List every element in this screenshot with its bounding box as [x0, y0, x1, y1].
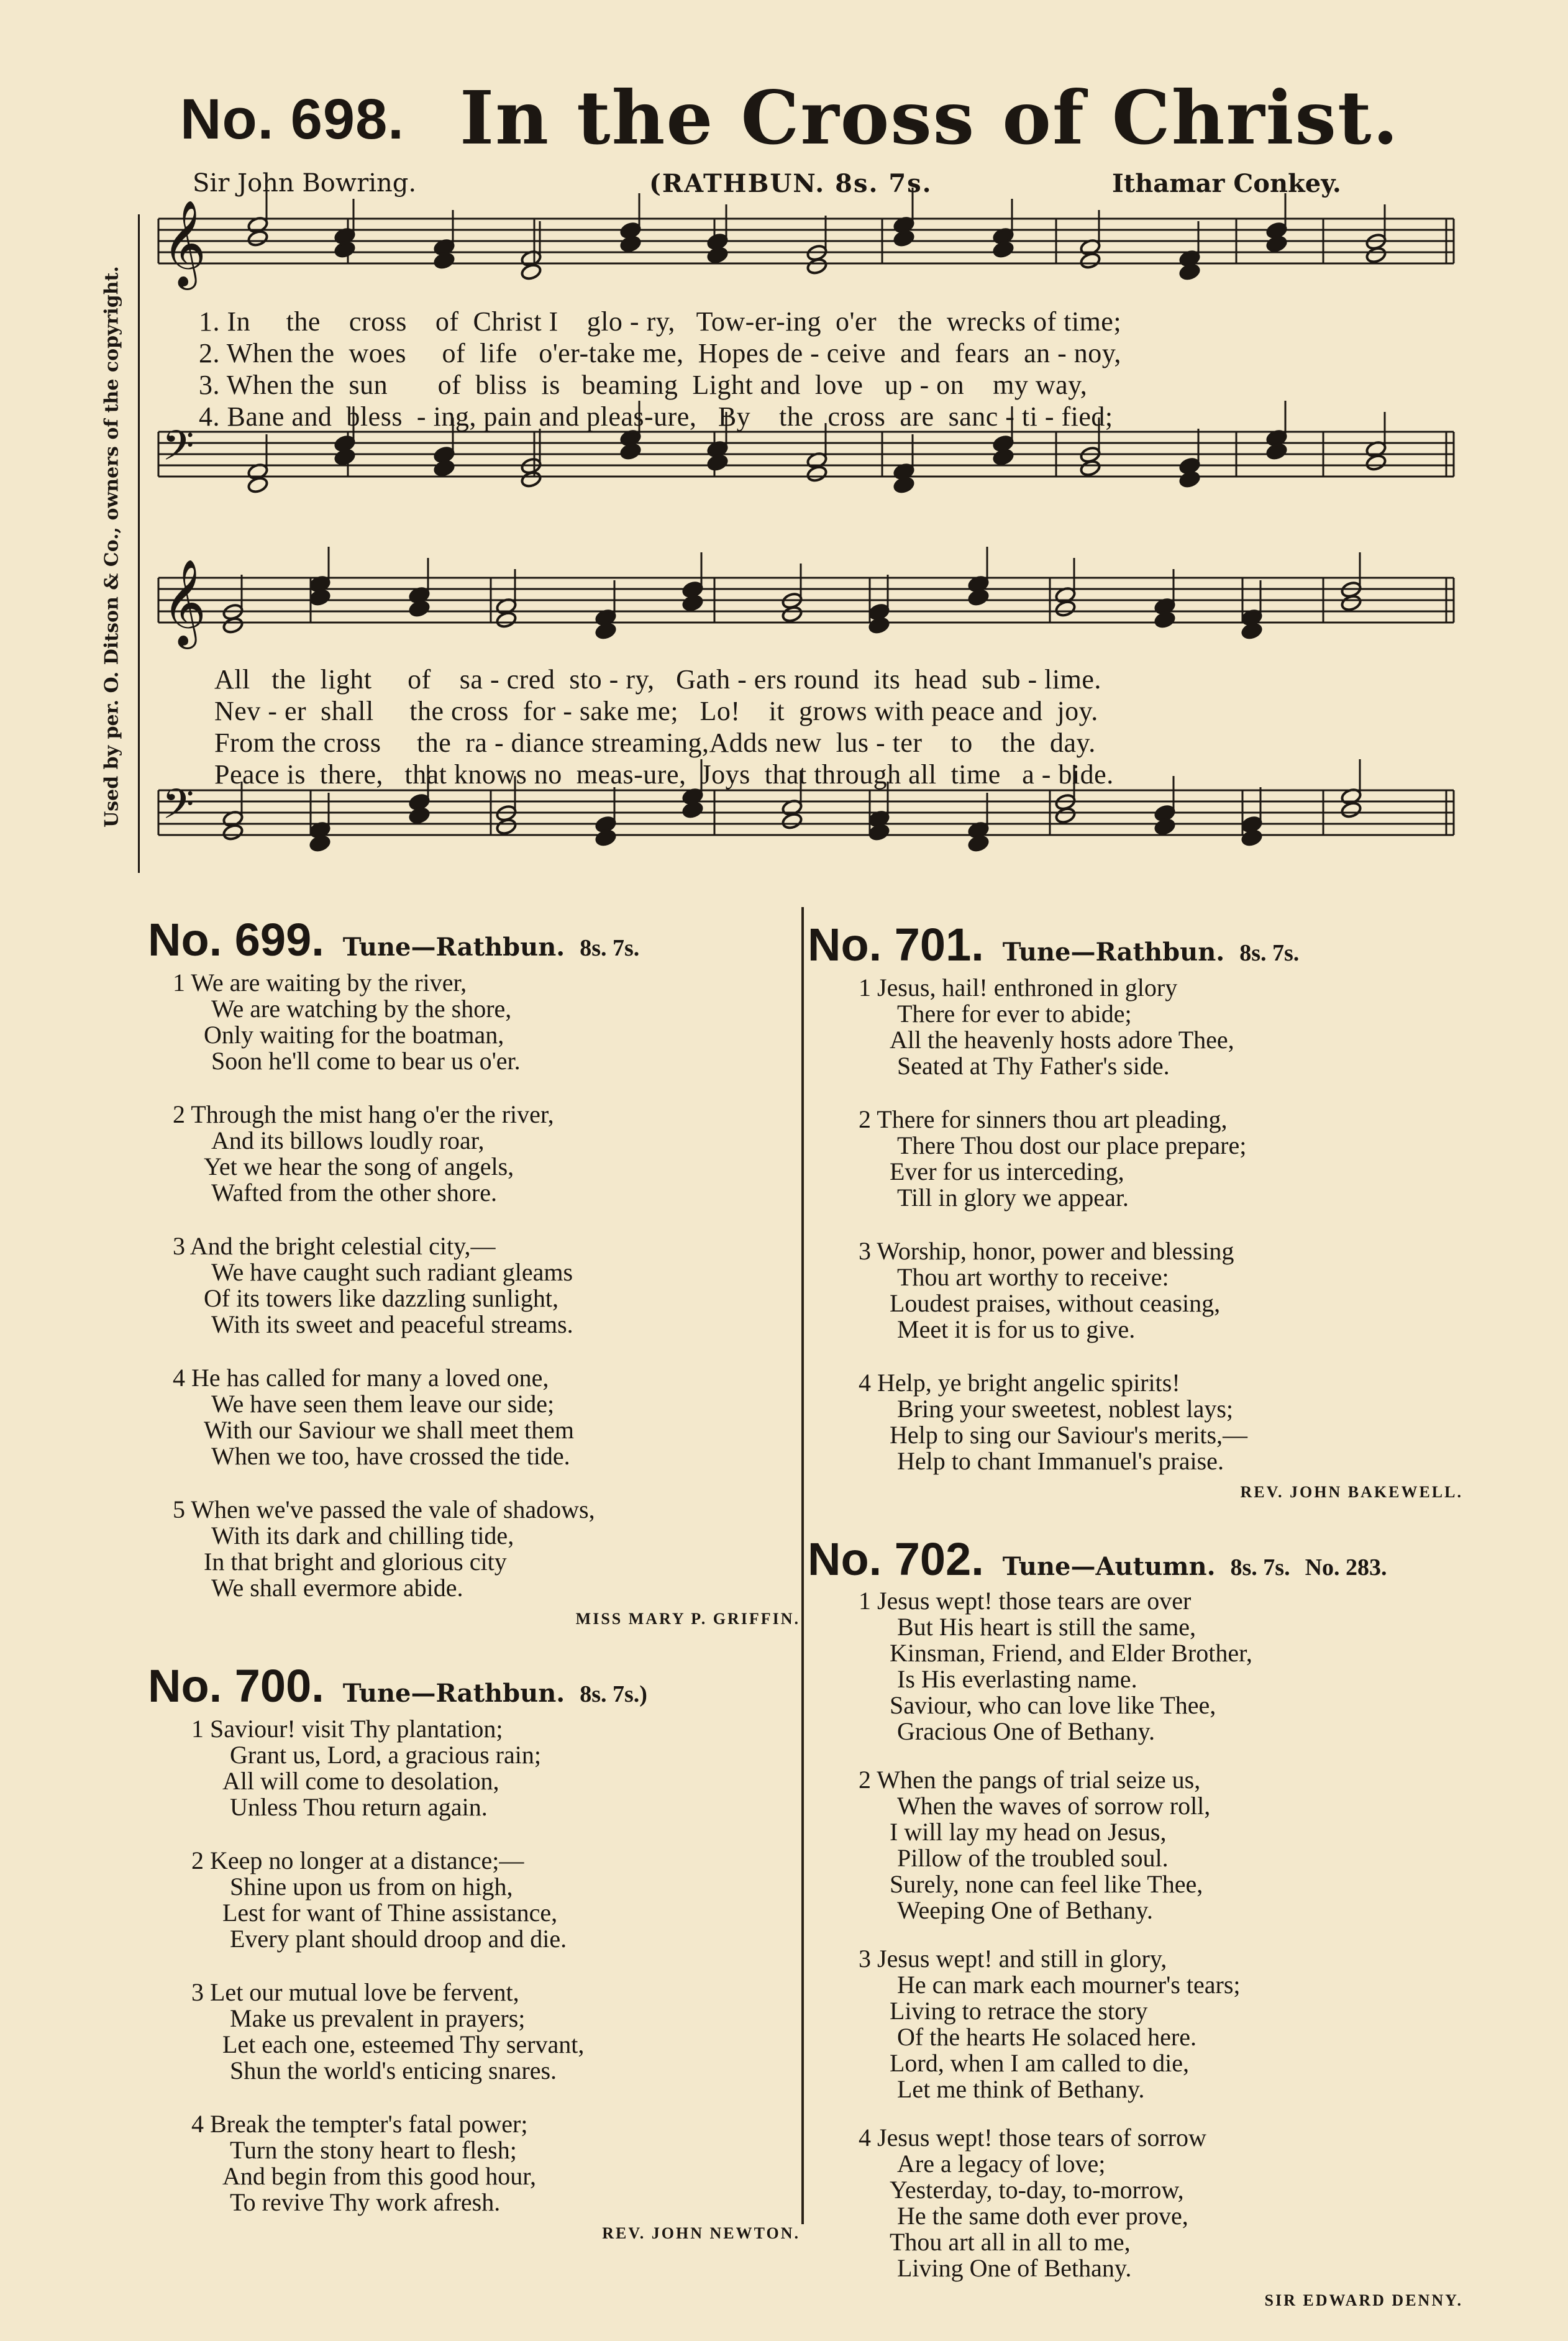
hymn-author: SIR EDWARD DENNY.	[1264, 2291, 1463, 2309]
note-head	[1154, 611, 1175, 629]
note-head	[1340, 594, 1362, 612]
note-head	[706, 246, 728, 264]
bass-clef-icon: 𝄢	[162, 422, 194, 480]
verse: 3 And the bright celestial city,— We have caught such radiant gleams Of its towers like dazzling sunlight, With its sweet and peaceful streams.	[173, 1232, 573, 1338]
lyric-line: Nev - er shall the cross for - sake me; Lo! it grows with peace and joy.	[214, 696, 1098, 726]
note-head	[1265, 235, 1287, 253]
note-head	[1340, 801, 1362, 819]
column-divider	[801, 907, 804, 2224]
note-head	[806, 465, 827, 483]
verse: 2 Keep no longer at a distance;— Shine upon us from on high, Lest for want of Thine assistance, Every plant should droop and die.	[191, 1846, 567, 1953]
note-head	[619, 442, 641, 460]
hymn-author: REV. JOHN BAKEWELL.	[1240, 1483, 1463, 1501]
note-head	[1365, 246, 1387, 264]
verse: 3 Jesus wept! and still in glory, He can mark each mourner's tears; Living to retrace the story Of the hearts He solaced here. Lord, when I am called to die, Let me think of Bethany.	[859, 1945, 1241, 2103]
verse: 2 There for sinners thou art pleading, There Thou dost our place prepare; Ever for us interceding, Till in glory we appear.	[859, 1105, 1247, 1212]
lyric-line: 1. In the cross of Christ I glo - ry, Tow-er-ing o'er the wrecks of time;	[199, 306, 1122, 337]
composer: Ithamar Conkey.	[1112, 169, 1341, 198]
hymn-title: In the Cross of Christ.	[460, 75, 1400, 161]
note-head	[1079, 252, 1101, 270]
verse: 4 He has called for many a loved one, We have seen them leave our side; With our Saviour we shall meet them When we too, have crossed the tide.	[173, 1364, 575, 1470]
hymn-author: MISS MARY P. GRIFFIN.	[575, 1610, 800, 1628]
note-head	[495, 818, 517, 836]
tune-name: (RATHBUN. 8s. 7s.	[649, 169, 932, 198]
verse: 1 We are waiting by the river, We are watching by the shore, Only waiting for the boatman, Soon he'll come to bear us o'er.	[173, 969, 521, 1075]
hymn-header: No. 702. Tune—Autumn. 8s. 7s. No. 283.	[808, 1533, 1387, 1585]
verse: 3 Worship, honor, power and blessing Thou art worthy to receive: Loudest praises, without ceasing, Meet it is for us to give.	[859, 1237, 1234, 1343]
hymn-699	[148, 913, 800, 2274]
note-head	[334, 448, 355, 466]
hymn-header: No. 701. Tune—Rathbun. 8s. 7s.	[808, 919, 1300, 970]
note-head	[1079, 459, 1101, 477]
verse: 1 Saviour! visit Thy plantation; Grant us, Lord, a gracious rain; All will come to desolation, Unless Thou return again.	[191, 1715, 541, 1821]
note-head	[247, 229, 268, 247]
copyright-note: Used by per. O. Ditson & Co., owners of the copyright.	[101, 266, 123, 828]
note-head	[520, 263, 542, 281]
treble-clef-icon: 𝄞	[162, 200, 206, 286]
note-head	[222, 616, 244, 634]
note-head	[619, 235, 641, 253]
verse: 1 Jesus wept! those tears are over But His heart is still the same, Kinsman, Friend, and Elder Brother, Is His everlasting name. Saviour, who can love like Thee, Gracious One of Bethany.	[859, 1587, 1252, 1745]
note-head	[309, 834, 330, 852]
note-head	[1265, 442, 1287, 460]
lyric-line: From the cross the ra - diance streaming,Adds new lus - ter to the day.	[214, 728, 1096, 758]
note-head	[408, 806, 430, 824]
note-head	[681, 801, 703, 819]
note-head	[334, 240, 355, 258]
note-head	[868, 823, 890, 841]
hymn-header: No. 700. Tune—Rathbun. 8s. 7s.)	[148, 1660, 647, 1712]
verse: 4 Jesus wept! those tears of sorrow Are a legacy of love; Yesterday, to-day, to-morrow, He the same doth ever prove, Thou art all in all to me, Living One of Bethany.	[859, 2124, 1206, 2282]
note-head	[681, 594, 703, 612]
note-head	[433, 459, 455, 477]
hymn-header: No. 699. Tune—Rathbun. 8s. 7s.	[148, 914, 640, 965]
hymn-number: No. 698.	[180, 88, 404, 151]
note-head	[1178, 470, 1200, 488]
note-head	[1054, 600, 1076, 618]
note-head	[893, 229, 914, 247]
note-head	[433, 252, 455, 270]
system2-lyrics	[214, 664, 1114, 790]
note-head	[520, 470, 542, 488]
note-head	[595, 622, 616, 640]
note-head	[1178, 263, 1200, 281]
verse: 2 When the pangs of trial seize us, When the waves of sorrow roll, I will lay my head on Jesus, Pillow of the troubled soul. Surely, none can feel like Thee, Weeping One of Bethany.	[859, 1766, 1211, 1924]
note-head	[1241, 622, 1262, 640]
verse: 5 When we've passed the vale of shadows, With its dark and chilling tide, In that bright and glorious city We shall evermore abide.	[173, 1495, 595, 1602]
note-head	[992, 240, 1014, 258]
note-head	[1365, 454, 1387, 472]
note-head	[1154, 818, 1175, 836]
note-head	[781, 812, 803, 830]
note-head	[595, 829, 616, 847]
treble-clef-icon: 𝄞	[162, 559, 206, 646]
note-head	[706, 454, 728, 472]
verse: 2 Through the mist hang o'er the river, And its billows loudly roar, Yet we hear the song of angels, Wafted from the other shore.	[173, 1100, 554, 1207]
note-head	[222, 823, 244, 841]
verse: 4 Help, ye bright angelic spirits! Bring your sweetest, noblest lays; Help to sing our Saviour's merits,— Help to chant Immanuel's praise.	[859, 1369, 1248, 1475]
hymn-author: REV. JOHN NEWTON.	[602, 2224, 800, 2242]
verse: 1 Jesus, hail! enthroned in glory There for ever to abide; All the heavenly hosts adore Thee, Seated at Thy Father's side.	[859, 974, 1234, 1080]
verse: 4 Break the tempter's fatal power; Turn the stony heart to flesh; And begin from this good hour, To revive Thy work afresh.	[191, 2110, 537, 2216]
lyric-line: 2. When the woes of life o'er-take me, Hopes de - ceive and fears an - noy,	[199, 338, 1121, 368]
note-head	[806, 257, 827, 275]
note-head	[1054, 806, 1076, 824]
note-head	[408, 600, 430, 618]
lyric-line: All the light of sa - cred sto - ry, Gath - ers round its head sub - lime.	[214, 664, 1101, 695]
lyric-line: 3. When the sun of bliss is beaming Light and love up - on my way,	[199, 370, 1088, 400]
lyricist: Sir John Bowring.	[193, 169, 417, 198]
verse: 3 Let our mutual love be fervent, Make us prevalent in prayers; Let each one, esteemed Thy servant, Shun the world's enticing snares.	[191, 1978, 585, 2084]
hymn-701	[808, 918, 1463, 2341]
note-head	[247, 476, 268, 494]
note-head	[967, 588, 989, 606]
note-head	[893, 476, 914, 494]
system1-lyrics	[199, 306, 1121, 432]
lyric-line: 4. Bane and bless - ing, pain and pleas-ure, By the cross are sanc - ti - fied;	[199, 401, 1113, 432]
note-head	[495, 611, 517, 629]
note-head	[967, 834, 989, 852]
note-head	[868, 616, 890, 634]
note-head	[992, 448, 1014, 466]
note-head	[309, 588, 330, 606]
note-head	[781, 605, 803, 623]
bass-clef-icon: 𝄢	[162, 780, 194, 838]
lyric-line: Peace is there, that knows no meas-ure, Joys that through all time a - bide.	[214, 759, 1114, 790]
note-head	[1241, 829, 1262, 847]
